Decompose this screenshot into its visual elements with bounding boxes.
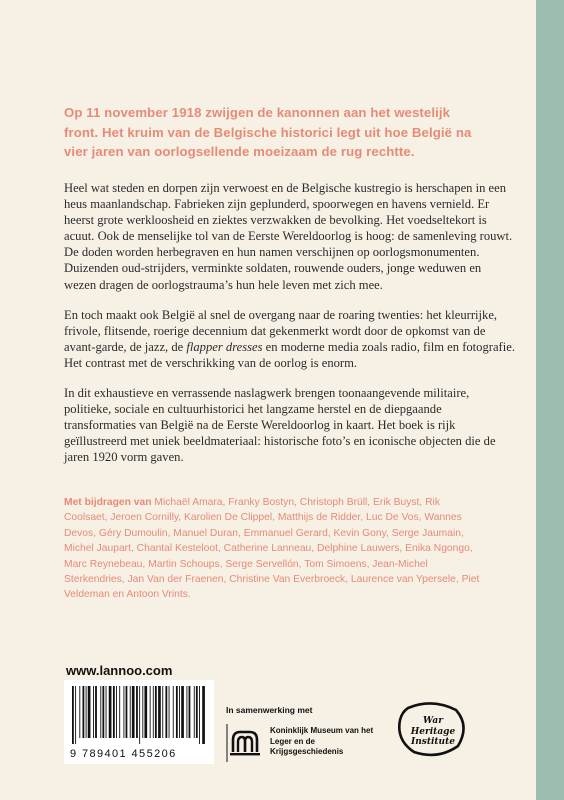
paragraph-2: En toch maakt ook België al snel de overgang naar de roaring twenties: het kleurrijke, frivole, flitsende, roerige decennium dat gekenmerkt wordt door de opkomst van de avant-garde, de jazz, de flapper dresses en moderne media zoals radio, film en fotografie. Het contrast met de verschrikking van de oorlog is enorm. [64, 307, 515, 370]
website-link[interactable]: www.lannoo.com [66, 663, 173, 678]
paragraph-3: In dit exhaustieve en verrassende naslagwerk brengen toonaangevende militaire, politieke, sociale en cultuurhistorici het langzame herstel en de diepgaande transformaties van België na de Eerste Wereldoorlog in kaart. Het boek is rijk geïllustreerd met uniek beeldmateriaal: historische foto’s en iconische objecten die de jaren 1920 vorm gaven. [64, 386, 496, 465]
barcode-icon [70, 686, 208, 744]
contributors [64, 495, 484, 603]
contributors-names: Michaël Amara, Franky Bostyn, Christoph Brüll, Erik Buyst, Rik Coolsaet, Jeroen Cornilly, Karolien De Clippel, Matthijs de Ridder, Luc De Vos, Wannes Devos, Géry Dumoulin, Manuel Duran, Emmanuel Gerard, Kevin Gony, Serge Jaumain, Michel Jaupart, Chantal Kesteloot, Catherine Lanneau, Delphine Lauwers, Enika Ngongo, Marc Reynebeau, Martin Schoups, Serge Servellón, Tom Simoens, Jean-Michel Sterkendries, Jan Van der Fraenen, Christine Van Everbroeck, Laurence van Ypersele, Piet Veldeman en Antoon Vrints. [64, 497, 480, 601]
barcode [64, 680, 214, 764]
lead-text: Op 11 november 1918 zwijgen de kanonnen aan het westelijk front. Het kruim van de Belgische historici legt uit hoe België na vier jaren van oorlogsellende moeizaam de rug rechtte. [64, 105, 472, 159]
contributors-label: Met bijdragen van [64, 497, 152, 508]
italic-term: flapper dresses [186, 339, 263, 354]
isbn-number: 9 789401 455206 [70, 748, 177, 760]
spine-stripe [536, 0, 564, 800]
museum-name: Koninklijk Museum van het Leger en de Krijgsgeschiedenis [270, 726, 374, 756]
paragraph-1: Heel wat steden en dorpen zijn verwoest en de Belgische kustregio is herschapen in een heus maanlandschap. Fabrieken zijn geplunderd, spoorwegen en havens vernield. Er heerst grote werkloosheid en ziektes verzwakken de bevolking. Het voedseltekort is acuut. Ook de menselijke tol van de Eerste Wereldoorlog is hoog: de samenleving rouwt. De doden worden herbegraven en hun namen verschijnen op oorlogsmonumenten. Duizenden oud-strijders, verminkte soldaten, rouwende ouders, jonge weduwen en wezen dragen de oorlogstrauma’s hun hele leven met zich mee. [64, 181, 513, 292]
museum-arch-logo-icon [226, 724, 264, 762]
collaboration-label: In samenwerking met [226, 705, 313, 715]
war-heritage-text: War Heritage Institute [410, 716, 456, 747]
body-text [64, 180, 516, 480]
